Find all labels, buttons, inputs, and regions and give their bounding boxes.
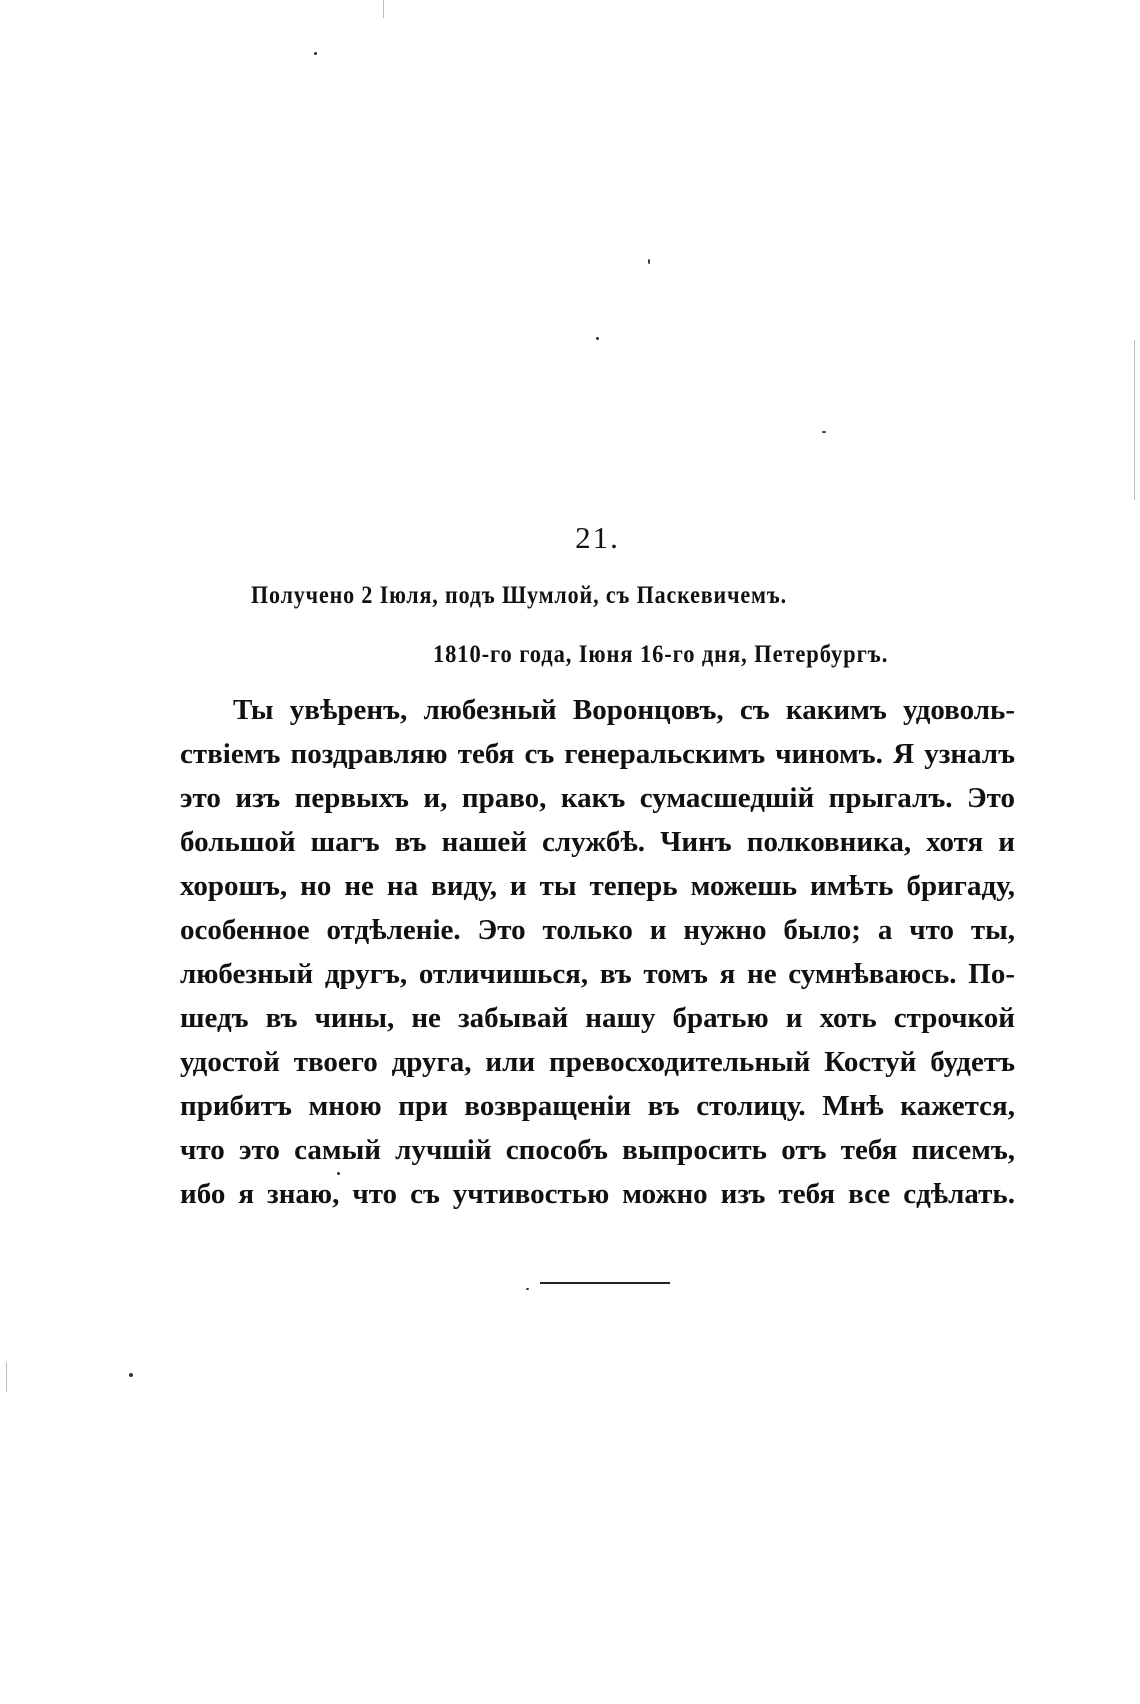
received-note: Получено 2 Іюля, подъ Шумлой, съ Паскевичемъ. [251,582,787,609]
body-line: Ты увѣренъ, любезный Воронцовъ, съ какимъ удоволь- [233,694,1015,726]
end-rule [540,1282,670,1284]
body-line: большой шагъ въ нашей службѣ. Чинъ полковника, хотя и [180,826,1015,858]
letter-number: 21. [575,520,620,555]
scan-speck [648,259,650,264]
body-line: шедъ въ чины, не забывай нашу братью и хоть строчкой [180,1002,1015,1034]
scan-speck [526,1288,529,1290]
body-line: ствіемъ поздравляю тебя съ генеральскимъ чиномъ. Я узналъ [180,738,1015,770]
scan-speck [129,1373,133,1377]
body-line: ибо я знаю, что съ учтивостью можно изъ тебя все сдѣлать. [180,1178,1015,1210]
body-line: хорошъ, но не на виду, и ты теперь можешь имѣть бригаду, [180,870,1015,902]
scan-edge-mark [383,0,384,18]
body-line: это изъ первыхъ и, право, какъ сумасшедшій прыгалъ. Это [180,782,1015,814]
letter-body [180,688,1015,1216]
scan-edge-mark [1134,340,1135,500]
body-line: прибитъ мною при возвращеніи въ столицу. Мнѣ кажется, [180,1090,1015,1122]
scan-speck [337,1172,340,1175]
scan-edge-mark [6,1362,7,1392]
body-line: удостой твоего друга, или превосходительный Костуй будетъ [180,1046,1015,1078]
body-line: особенное отдѣленіе. Это только и нужно было; а что ты, [180,914,1015,946]
scan-speck [314,52,317,55]
body-line: что это самый лучшій способъ выпросить отъ тебя писемъ, [180,1134,1015,1166]
scan-speck [596,337,599,340]
body-line: любезный другъ, отличишься, въ томъ я не сумнѣваюсь. По- [180,958,1015,990]
date-line: 1810-го года, Іюня 16-го дня, Петербургъ. [433,641,889,668]
scan-speck [822,431,826,433]
